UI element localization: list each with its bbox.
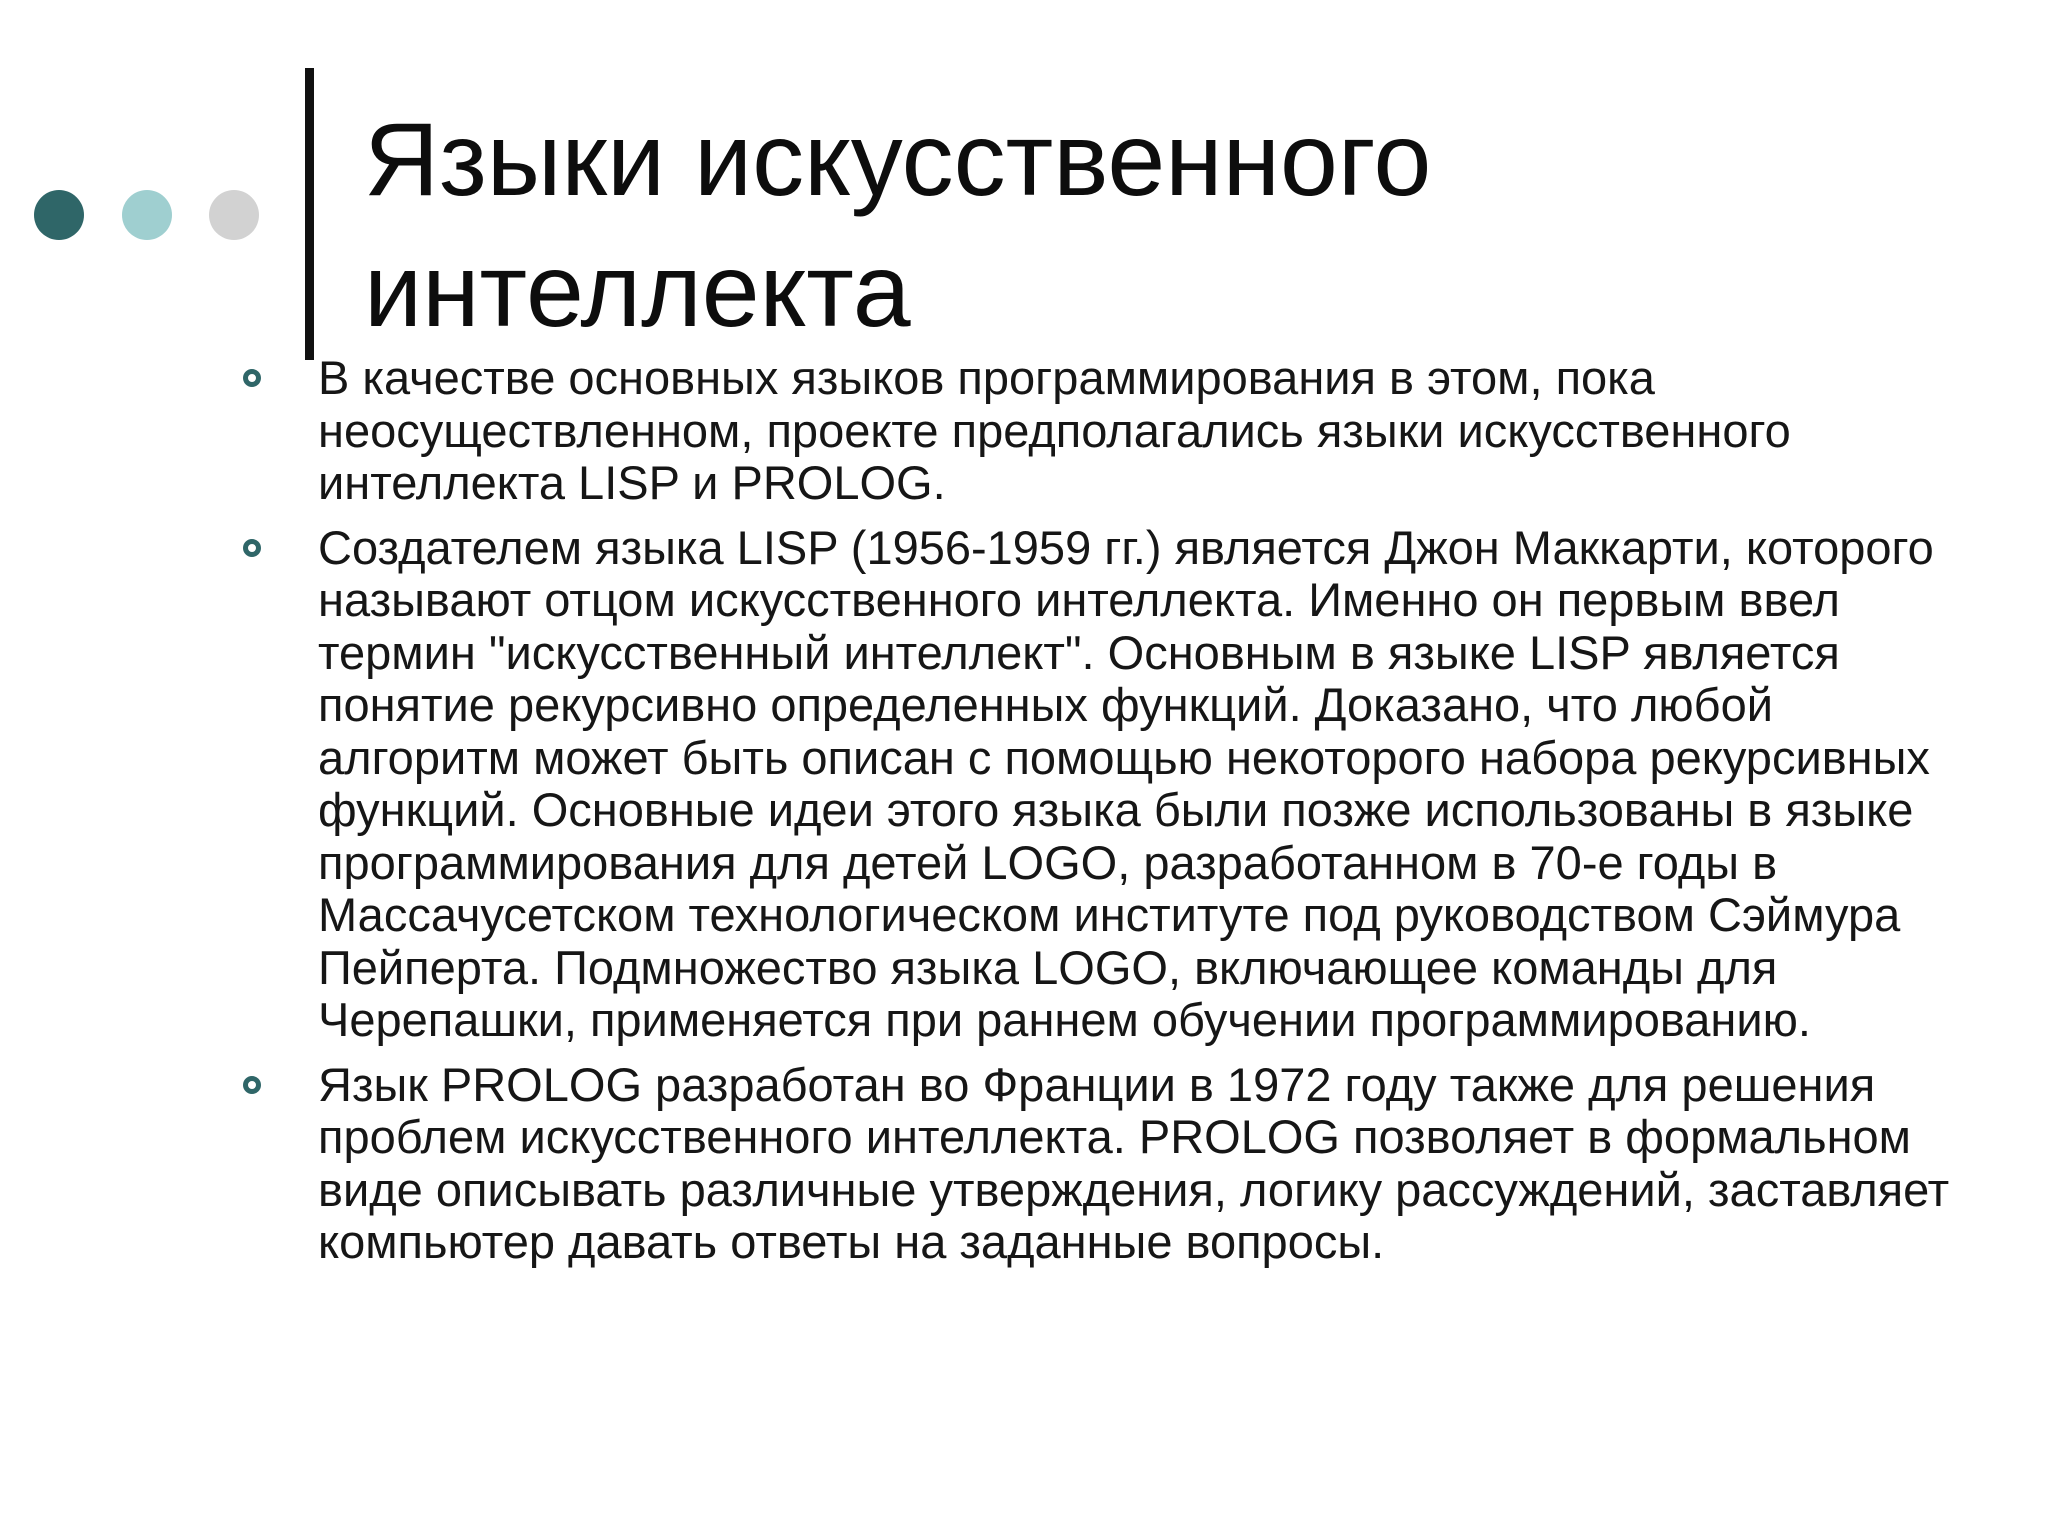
hollow-circle-bullet-icon (243, 539, 261, 557)
gray-dot-icon (209, 190, 259, 240)
bullet-text: Язык PROLOG разработан во Франции в 1972 году также для решения проблем искусственного интеллекта. PROLOG позволяет в формальном виде описывать различные утверждения, логику рассуждений, заставляет компьютер давать ответы на заданные вопросы. (318, 1057, 1950, 1268)
slide-title: Языки искусственного интеллекта (364, 102, 1432, 349)
hollow-circle-bullet-icon (243, 1076, 261, 1094)
bullet-text: В качестве основных языков программирования в этом, пока неосуществленном, проекте предполагались языки искусственного интеллекта LISP и PROLOG. (318, 351, 1791, 509)
light-teal-dot-icon (122, 190, 172, 240)
bullet-text: Создателем языка LISP (1956-1959 гг.) является Джон Маккарти, которого называют отцом искусственного интеллекта. Именно он первым ввел термин "искусственный интеллект". Основным в языке LISP является понятие рекурсивно определенных функций. Доказано, что любой алгоритм может быть описан с помощью некоторого набора рекурсивных функций. Основные идеи этого языка были позже использованы в языке программирования для детей LOGO, разработанном в 70-е годы в Массачусетском технологическом институте под руководством Сэймура Пейперта. Подмножество языка LOGO, включающее команды для Черепашки, применяется при раннем обучении программированию. (318, 520, 1934, 1046)
dark-teal-dot-icon (34, 190, 84, 240)
hollow-circle-bullet-icon (243, 369, 261, 387)
title-vertical-rule (305, 68, 314, 360)
decorative-dots (34, 190, 274, 242)
bullet-item (0, 1059, 2048, 1269)
bullet-item (0, 522, 2048, 1047)
bullet-list (0, 352, 2048, 1281)
bullet-item (0, 352, 2048, 510)
